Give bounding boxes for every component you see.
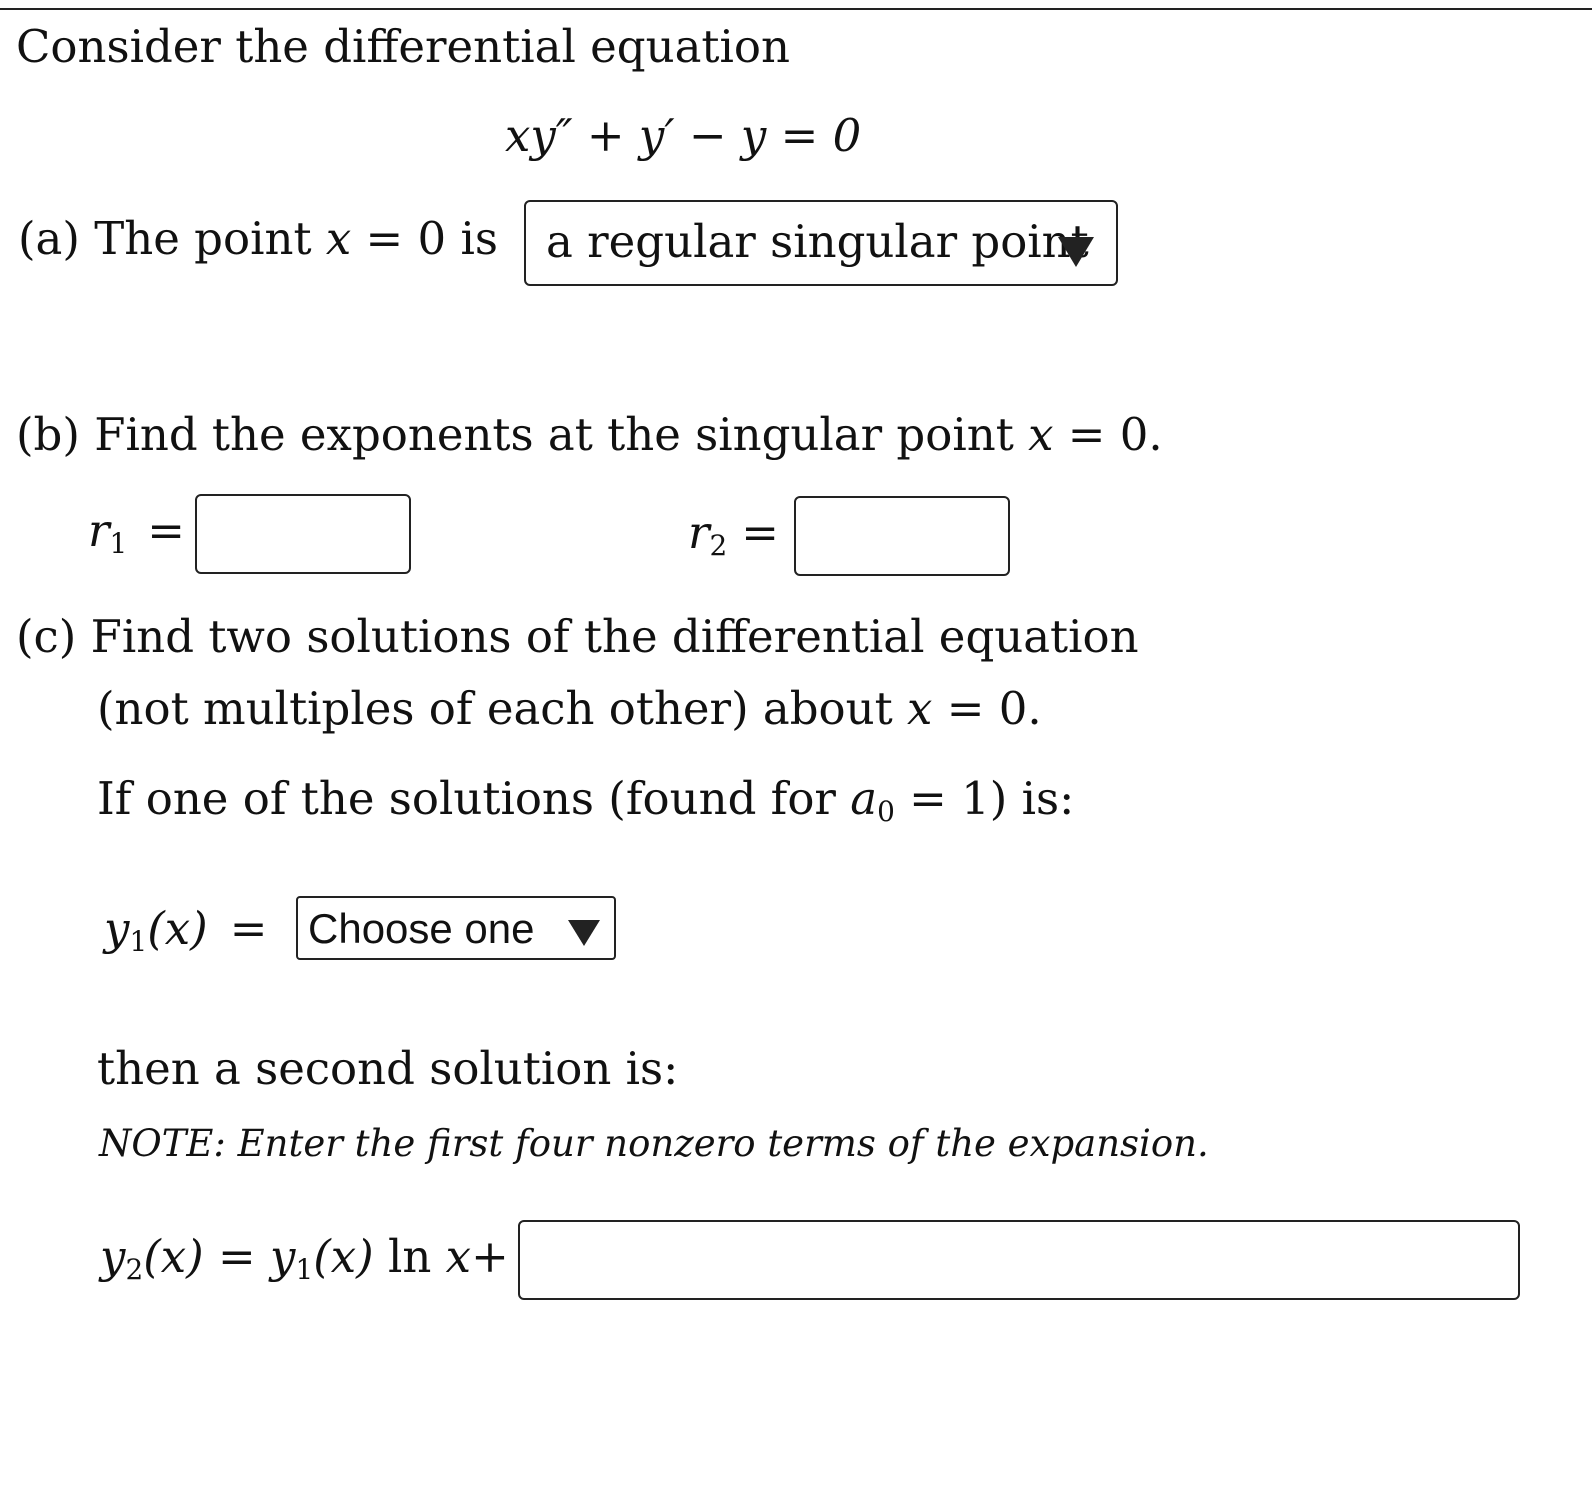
y2-y1-symbol: y <box>270 1230 296 1283</box>
y2-y1-subscript: 1 <box>295 1252 314 1286</box>
dropdown-arrow-icon <box>568 920 600 946</box>
y2-series-input[interactable] <box>518 1220 1520 1300</box>
y2-plus: + <box>471 1230 509 1283</box>
y2-subscript: 2 <box>125 1252 144 1286</box>
y1-arg: (x) <box>147 902 208 955</box>
y2-arg: (x) <box>143 1230 204 1283</box>
y2-y1-arg: (x) <box>313 1230 388 1283</box>
y1-equals: = <box>229 902 268 955</box>
note-text: NOTE: Enter the first four nonzero terms of the expansion. <box>99 1122 1209 1165</box>
y1-symbol: y <box>104 902 130 955</box>
part-c-line1: (c) Find two solutions of the differential equation <box>16 610 1139 663</box>
y1-subscript: 1 <box>129 924 148 958</box>
differential-equation: xy″ + y′ − y = 0 <box>505 109 862 162</box>
part-b-rest: = 0. <box>1053 408 1163 461</box>
part-a-rest: = 0 is <box>351 212 498 265</box>
r2-symbol: r <box>688 506 710 559</box>
part-a-var: x <box>325 212 352 265</box>
part-c-line3-rest: = 1) is: <box>894 772 1075 825</box>
ln-operator: ln <box>388 1230 432 1283</box>
r2-label <box>688 506 779 562</box>
r2-subscript: 2 <box>709 528 728 562</box>
y1-solution-select[interactable] <box>296 896 616 960</box>
y2-equals: = <box>203 1230 271 1283</box>
y1-label <box>104 902 268 958</box>
dropdown-arrow-icon <box>1058 237 1094 267</box>
part-a-label <box>18 212 498 265</box>
part-b-var: x <box>1028 408 1054 461</box>
a0-symbol: a <box>850 772 878 825</box>
part-c-line3-prefix: If one of the solutions (found for <box>97 772 851 825</box>
r1-equals: = <box>147 504 185 557</box>
r1-symbol: r <box>88 504 110 557</box>
second-solution-text: then a second solution is: <box>97 1042 679 1095</box>
r2-equals: = <box>741 506 779 559</box>
part-c-line2-rest: = 0. <box>932 682 1042 735</box>
singular-point-select[interactable] <box>524 200 1118 286</box>
r1-input[interactable] <box>195 494 411 574</box>
part-c-line2-prefix: (not multiples of each other) about <box>97 682 908 735</box>
part-c-line3 <box>97 772 1075 828</box>
r1-label <box>88 504 185 560</box>
intro-text: Consider the differential equation <box>16 20 790 73</box>
y2-symbol: y <box>100 1230 126 1283</box>
y2-label <box>100 1230 509 1286</box>
part-c-line2-var: x <box>907 682 933 735</box>
r2-input[interactable] <box>794 496 1010 576</box>
part-b-label <box>16 408 1163 461</box>
part-a-prefix: (a) The point <box>18 212 326 265</box>
y1-selected-value: Choose one <box>308 905 535 952</box>
y2-x-var: x <box>431 1230 472 1283</box>
top-divider <box>0 8 1592 10</box>
part-b-prefix: (b) Find the exponents at the singular point <box>16 408 1029 461</box>
singular-point-selected-value: a regular singular point <box>546 215 1089 268</box>
part-c-line2 <box>97 682 1042 735</box>
a0-subscript: 0 <box>877 794 895 828</box>
r1-subscript: 1 <box>109 526 128 560</box>
